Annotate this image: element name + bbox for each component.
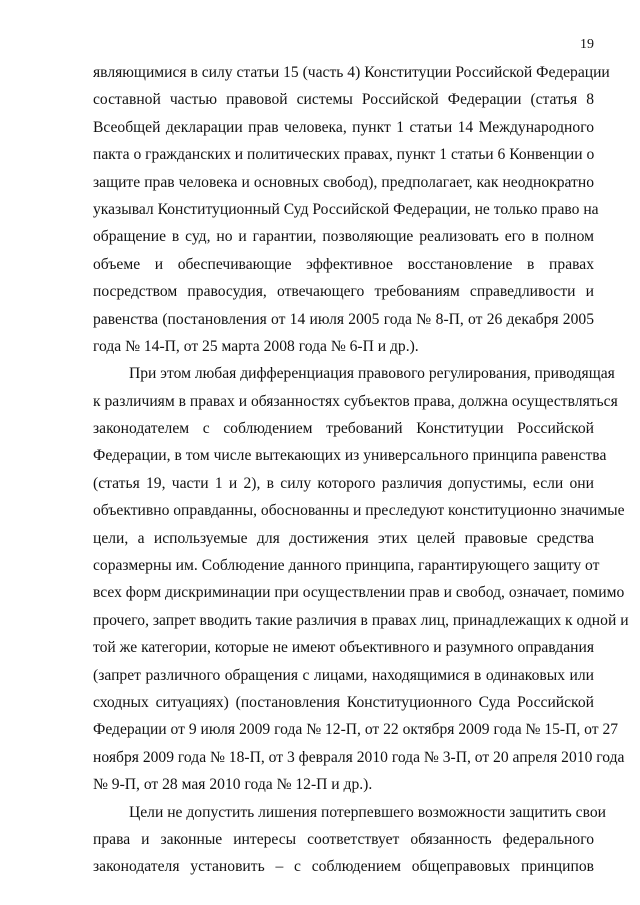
paragraph-2 <box>93 360 629 798</box>
page-number: 19 <box>580 37 594 52</box>
text-line: Цели не допустить лишения потерпевшего возможности защитить свои <box>129 803 606 821</box>
text-line: законодателя установить – с соблюдением общеправовых принципов <box>93 858 594 876</box>
text-line: составной частью правовой системы Российской Федерации (статья 8 <box>93 91 594 109</box>
text-line: указывал Конституционный Суд Российской Федерации, не только право на <box>93 200 599 218</box>
text-line: защите прав человека и основных свобод), предполагает, как неоднократно <box>93 173 594 191</box>
text-line: той же категории, которые не имеют объективного и разумного оправдания <box>93 639 594 657</box>
text-line: соразмерны им. Соблюдение данного принципа, гарантирующего защиту от <box>93 557 600 575</box>
text-line: цели, а используемые для достижения этих целей правовые средства <box>93 529 594 547</box>
paragraph-1 <box>93 59 610 360</box>
text-line: ноября 2009 года № 18-П, от 3 февраля 2010 года № 3-П, от 20 апреля 2010 года <box>93 748 625 766</box>
text-line: (статья 19, части 1 и 2), в силу которого различия допустимы, если они <box>93 474 594 492</box>
text-line: Федерации, в том числе вытекающих из универсального принципа равенства <box>93 447 607 465</box>
text-line: прочего, запрет вводить такие различия в правах лиц, принадлежащих к одной и <box>93 611 629 629</box>
text-line: Федерации от 9 июля 2009 года № 12-П, от 22 октября 2009 года № 15-П, от 27 <box>93 721 619 739</box>
text-line: объеме и обеспечивающие эффективное восстановление в правах <box>93 255 594 273</box>
text-line: посредством правосудия, отвечающего требованиям справедливости и <box>93 283 594 301</box>
paragraph-3 <box>93 799 606 881</box>
text-line: года № 14-П, от 25 марта 2008 года № 6-П и др.). <box>93 337 419 355</box>
text-line: объективно оправданны, обоснованны и преследуют конституционно значимые <box>93 502 625 520</box>
text-line: При этом любая дифференциация правового регулирования, приводящая <box>129 365 615 383</box>
text-line: сходных ситуациях) (постановления Конституционного Суда Российской <box>93 693 594 711</box>
text-line: права и законные интересы соответствует обязанность федерального <box>93 830 594 848</box>
text-line: являющимися в силу статьи 15 (часть 4) Конституции Российской Федерации <box>93 64 610 81</box>
text-line: к различиям в правах и обязанностях субъектов права, должна осуществляться <box>93 392 618 410</box>
text-line: всех форм дискриминации при осуществлении прав и свобод, означает, помимо <box>93 584 625 602</box>
text-line: Всеобщей декларации прав человека, пункт 1 статьи 14 Международного <box>93 118 594 136</box>
text-line: законодателем с соблюдением требований Конституции Российской <box>93 420 594 438</box>
text-line: обращение в суд, но и гарантии, позволяющие реализовать его в полном <box>93 228 594 246</box>
text-line: № 9-П, от 28 мая 2010 года № 12-П и др.). <box>93 776 373 794</box>
text-line: пакта о гражданских и политических правах, пункт 1 статьи 6 Конвенции о <box>93 146 595 164</box>
document-body <box>93 59 629 881</box>
text-line: (запрет различного обращения с лицами, находящимися в одинаковых или <box>93 666 594 684</box>
text-line: равенства (постановления от 14 июля 2005 года № 8-П, от 26 декабря 2005 <box>93 310 594 328</box>
